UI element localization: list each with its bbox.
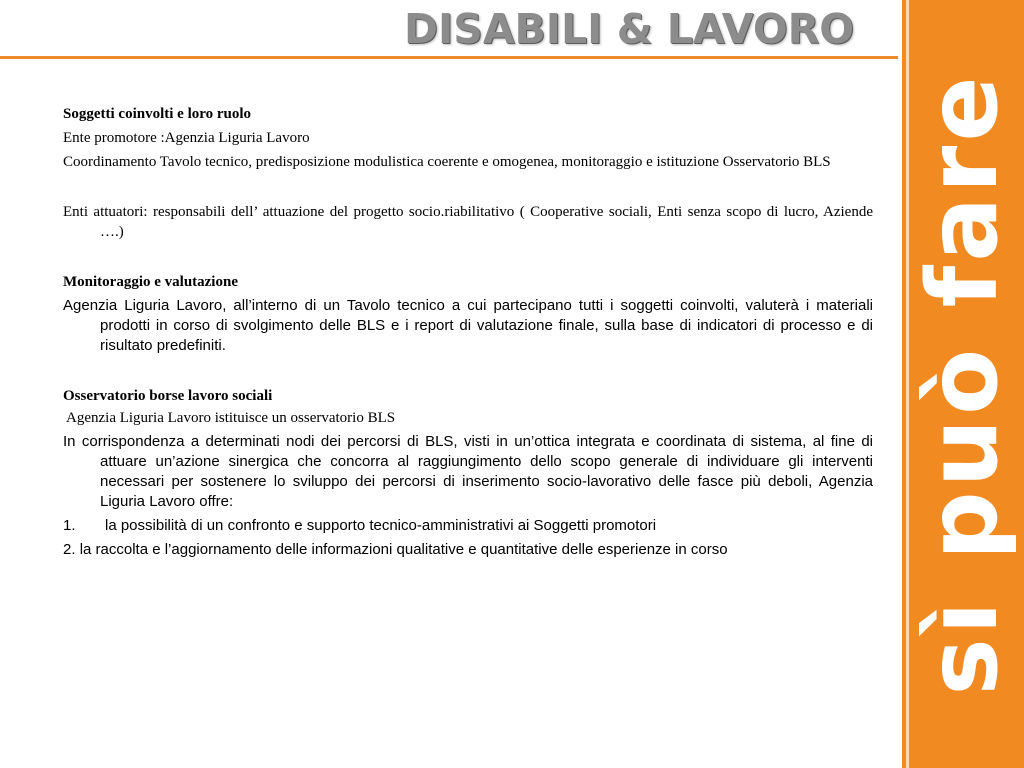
- section-heading-soggetti: Soggetti coinvolti e loro ruolo: [63, 106, 252, 122]
- slide-content: [63, 104, 873, 560]
- implementers-paragraph: Enti attuatori: responsabili dell’ attuazione del progetto socio.riabilitativo ( Cooperative sociali, Enti senza scopo di lucro, Aziende ….): [63, 204, 873, 240]
- coordination-paragraph: Coordinamento Tavolo tecnico, predisposizione modulistica coerente e omogenea, monitoraggio e istituzione Osservatorio BLS: [63, 154, 831, 170]
- side-banner-edge: [898, 0, 902, 768]
- section-heading-monitoraggio: Monitoraggio e valutazione: [63, 274, 238, 290]
- monitoring-paragraph: Agenzia Liguria Lavoro, all’interno di un Tavolo tecnico a cui partecipano tutti i soggetti coinvolti, valuterà i materiali prodotti in corso di svolgimento delle BLS e i report di valutazione finale, sulla base di indicatori di processo e di risultato predefiniti.: [63, 297, 873, 354]
- list-item-marker: 1.: [63, 517, 76, 534]
- observatory-intro: Agenzia Liguria Lavoro istituisce un osservatorio BLS: [66, 410, 396, 426]
- section-heading-osservatorio: Osservatorio borse lavoro sociali: [63, 388, 273, 404]
- list-item-text: la raccolta e l’aggiornamento delle informazioni qualitative e quantitative delle esperienze in corso: [79, 541, 728, 558]
- header-title: DISABILI & LAVORO: [404, 5, 855, 53]
- list-item: [63, 540, 873, 560]
- list-item-text: la possibilità di un confronto e supporto tecnico-amministrativi ai Soggetti promotori: [105, 517, 657, 534]
- list-item-marker: 2.: [63, 541, 76, 558]
- observatory-paragraph: In corrispondenza a determinati nodi dei percorsi di BLS, visti in un’ottica integrata e coordinata di sistema, al fine di attuare un’azione sinergica che concorra al raggiungimento dello scopo generale di individuare gli interventi necessari per sostenere lo sviluppo dei percorsi di inserimento socio-lavorativo delle fasce più deboli, Agenzia Liguria Lavoro offre:: [63, 433, 873, 510]
- list-item: [63, 516, 873, 536]
- header-divider: [0, 56, 906, 59]
- promoter-line: Ente promotore :Agenzia Liguria Lavoro: [63, 130, 310, 146]
- side-banner-text: sì può fare: [907, 72, 1019, 696]
